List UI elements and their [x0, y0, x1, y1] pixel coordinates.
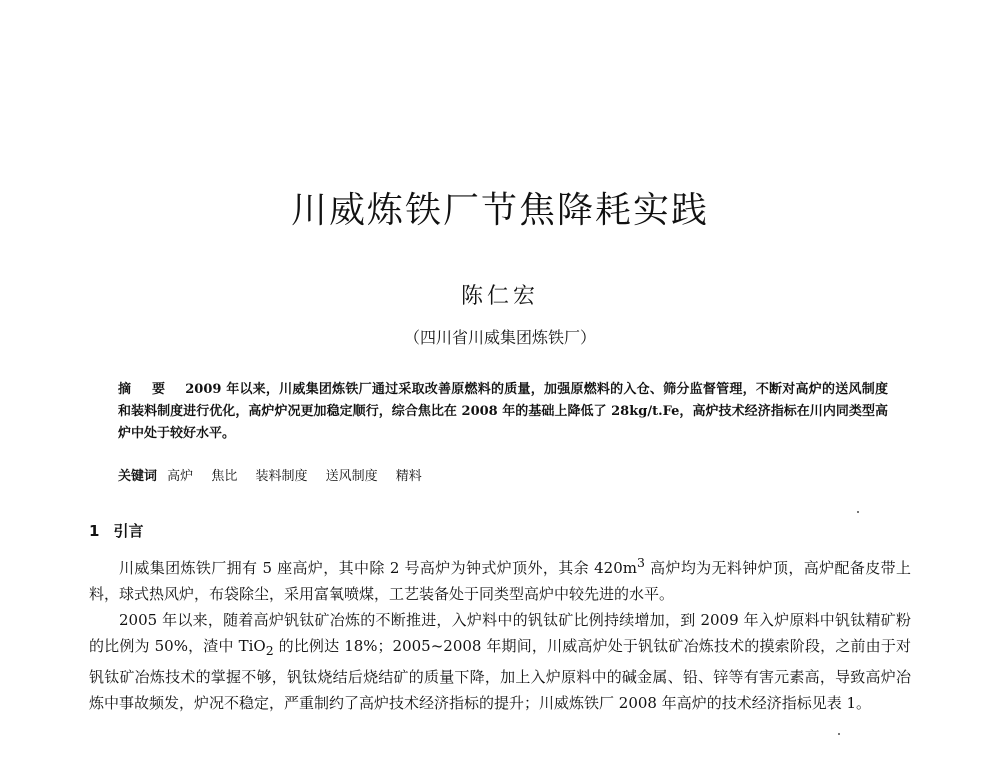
paper-title: 川威炼铁厂节焦降耗实践	[290, 190, 709, 231]
keywords-label: 关键词	[118, 469, 158, 484]
paragraph-text: 高炉均为无料钟炉顶，高炉配备皮带上料，球式热风炉，布袋除尘，采用富氧喷煤，工艺装备处于同类型高炉中较先进的水平。	[89, 559, 911, 603]
paragraph	[89, 607, 911, 716]
superscript: 3	[636, 555, 645, 570]
paragraph-text: 川威集团炼铁厂拥有 5 座高炉，其中除 2 号高炉为钟式炉顶外，其余 420m	[119, 559, 637, 577]
paragraph-text: 的比例达 18%；2005~2008 年期间，川威高炉处于钒钛矿冶炼技术的摸索阶段，之前由于对钒钛矿冶炼技术的掌握不够，钒钛烧结后烧结矿的质量下降，加上入炉原料中的碱金属、铅、锌等有害元素高，导致高炉冶炼中事故频发，炉况不稳定，严重制约了高炉技术经济指标的提升；川威炼铁厂 2008 年高炉的技术经济指标见表 1。	[89, 637, 911, 712]
paragraph-text: 2005 年以来，随着高炉钒钛矿冶炼的不断推进，入炉料中的钒钛矿比例持续增加，到 2009 年入炉原料中钒钛精矿粉的比例为 50%，渣中 TiO	[89, 611, 911, 655]
author-affiliation: （四川省川威集团炼铁厂）	[403, 328, 596, 347]
abstract-label: 摘 要	[118, 382, 174, 397]
section-body	[89, 550, 911, 716]
abstract	[118, 379, 888, 445]
section-title: 引言	[113, 522, 144, 540]
author-name: 陈仁宏	[460, 284, 539, 309]
scan-speck	[857, 511, 859, 513]
keywords	[118, 466, 888, 488]
scan-speck	[838, 733, 840, 735]
subscript: 2	[265, 643, 274, 658]
keyword-item: 装料制度	[255, 469, 308, 484]
keyword-item: 焦比	[211, 469, 238, 484]
keyword-item: 高炉	[167, 469, 194, 484]
paragraph	[89, 550, 911, 607]
keyword-item: 精料	[395, 469, 422, 484]
section-heading	[89, 520, 143, 541]
keyword-item: 送风制度	[325, 469, 378, 484]
section-number: 1	[89, 522, 100, 540]
abstract-text: 2009 年以来，川威集团炼铁厂通过采取改善原燃料的质量，加强原燃料的入仓、筛分监督管理，不断对高炉的送风制度和装料制度进行优化，高炉炉况更加稳定顺行，综合焦比在 2008 年的基础上降低了 28kg/t.Fe，高炉技术经济指标在川内同类型高炉中处于较好水平。	[118, 382, 888, 441]
